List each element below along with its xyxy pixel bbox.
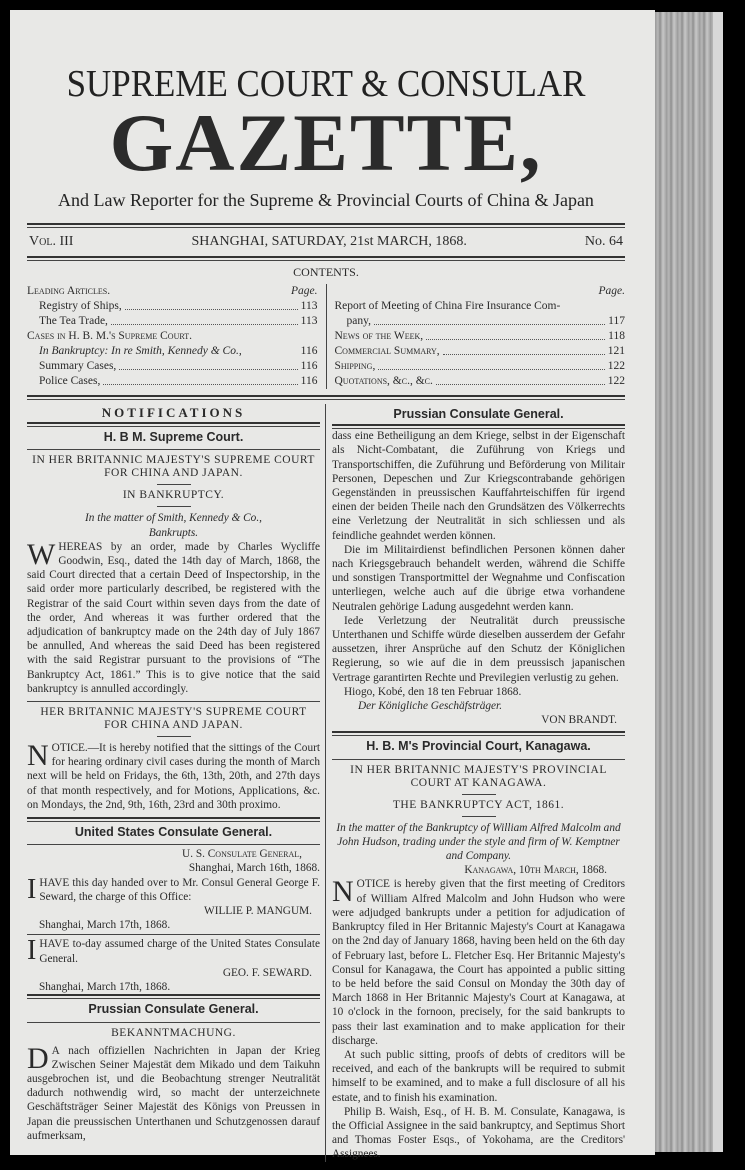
gazette-page [10,10,655,1161]
notice-text: HEREAS by an order, made by Charles Wycliffe Goodwin, Esq., dated the 14th day of March, 1868, the said Court directed that a certain Deed of Inspectorship, in the said order more particularly described, be registered with the Registrar of the said Court within seven days from the date of the order, And whereas it was further ordered that the adjudication of bankruptcy made on the 24th day of July 1867 be annulled, And whereas the said Deed has been registered with the said Registrar pursuant to the provisions of “The Bankruptcy Act, 1861.” This is to give notice that the said bankruptcy is annulled accordingly. [27,540,320,695]
masthead-gazette: GAZETTE, [109,97,543,188]
signature: WILLIE P. MANGUM. [204,905,312,918]
short-rule [462,794,496,795]
short-rule [462,816,496,817]
matter-text: In the matter of Smith, Kennedy & Co., [85,512,262,525]
matter-line [27,511,320,539]
right-column [326,404,625,1162]
drop-cap: I [27,935,37,967]
paragraph: Philip B. Waish, Esq., of H. B. M. Consulate, Kanagawa, is the Official Assignee in the said bankruptcy, and Septimus Short and Thomas Foster Esqs., of Yokohama, are the Creditors' Assignees. [332,1105,625,1161]
toc-item[interactable]: Quotations, &c., &c. 122 [334,375,625,387]
section-heading: Prussian Consulate General. [88,1002,259,1017]
issue-date: SHANGHAI, SATURDAY, 21st MARCH, 1868. [191,234,467,249]
notice-date: Shanghai, March 17th, 1868. [39,981,171,994]
rule [27,701,320,702]
notice-text: OTICE.—It is hereby notified that the sittings of the Court for hearing ordinary civil cases during the month of March next will be held on Fridays, the 6th, 13th, 20th, and 27th days of that month respectively, and for Motions, Applications, &c. on Mondays, the 2nd, 9th, 16th, 23rd and 30th proximo. [27,742,320,811]
section-heading: United States Consulate General. [74,825,273,840]
toc-page-header: Page. [598,285,625,297]
notice-body [332,877,625,1047]
volume: Vol. III [29,234,74,249]
paragraph: Iede Verletzung der Neutralität durch preussische Unterthanen und Schiffe würde dieselben ausserdem der Gefahr aussetzen, ihrer Ansprüche auf den Schutz der Königlichen Regierung, so wie auf die in dem preussisch japanischen Vertrage garantirten Rechte und Previlegien verlustig zu gehen. [332,614,625,684]
table-of-contents [27,284,625,389]
notice-date: Shanghai, March 17th, 1868. [39,919,171,932]
notice-text: HAVE to-day assumed charge of the United States Consulate General. [39,938,320,965]
toc-item[interactable]: Police Cases, 116 [39,375,318,387]
rule [27,395,625,400]
notice-body [27,741,320,812]
paragraph: At such public sitting, proofs of debts of creditors will be received, and each of the bankrupts will be required to submit himself to be examined, and to make a full disclosure of all his estate, and to finish his examination. [332,1048,625,1104]
toc-item[interactable]: Commercial Summary, 121 [334,345,625,357]
toc-left [27,284,327,389]
paragraph: Die im Militairdienst befindlichen Personen können daher nach Kriegsgebrauch behandelt werden, während die Schiffe und sonstigen Transportmittel der Wegnahme und Confiscation unterliegen, welche auch auf die übrige etwa vorhandene Neutralen gehörige Ladung ausgedehnt werden kann. [332,543,625,613]
subheading: IN BANKRUPTCY. [122,489,225,502]
toc-item[interactable]: Shipping, 122 [334,360,625,372]
toc-item[interactable]: Summary Cases, 116 [39,360,318,372]
notice-body [27,873,320,905]
rule [332,759,625,760]
section-heading: H. B M. Supreme Court. [103,430,244,445]
notice-text: OTICE is hereby given that the first meeting of Creditors of William Alfred Malcolm and John Hudson who were were adjudged bankrupts under a petition for adjudication of Bankruptcy filed in Her Britannic Majesty's Court at Kanagawa on the 2nd day of January 1868, having been held on the 6th day of February last, before L. Fletcher Esq. Her Britannic Majesty's Consul for Kanagawa, the Court has appointed a public sitting to be held before the said Consul on Monday the 30th day of March 1868 in Her Britannic Majesty's Court at Kanagawa, at 10 o'clock in the fornoon, precisely, for the said bankrupts to pass their last examination and to make application for their discharge. [332,878,625,1047]
place-date: Hiogo, Kobé, den 18 ten Februar 1868. [344,685,522,698]
rule [27,256,625,261]
left-column [27,404,326,1162]
drop-cap: W [27,537,56,571]
notice-body [27,937,320,965]
signature: GEO. F. SEWARD. [222,966,312,979]
court-title: IN HER BRITANNIC MAJESTY'S PROVINCIAL COURT AT KANAGAWA. [350,763,607,789]
matter-text: Bankrupts. [148,526,199,539]
paragraph: dass eine Betheiligung an dem Kriege, selbst in der Eigenschaft als Nicht-Combatant, die Zuführung von Kriegs und Transportschiffen, die Zuführung und Beförderung von Militair Personen, Depeschen und Zur Kriegscontrabande gehörigen Gegenständen in preussischen Kauffahrteischiffen für irgend einen der beiden Theile nach den Grundsätzen des Völkerrechts eine Verletzung der Neutralität in sich schliessen und als feindliche geahndet werden können. [332,430,625,542]
matter-line: In the matter of the Bankruptcy of William Alfred Malcolm and John Hudson, trading under the style and firm of W. Kemptner and Company. [336,821,621,863]
short-rule [157,484,191,485]
notice-body [27,537,320,696]
masthead-title: SUPREME COURT & CONSULAR [66,63,586,105]
subheading: THE BANKRUPTCY ACT, 1861. [392,798,565,811]
notice-text: HAVE this day handed over to Mr. Consul General George F. Seward, the charge of this Office: [39,876,320,903]
page-edges [655,12,723,1152]
court-title: IN HER BRITANNIC MAJESTY'S SUPREME COURT FOR CHINA AND JAPAN. [32,454,315,480]
dateline [27,228,625,256]
section-heading: Prussian Consulate General. [393,407,564,421]
toc-item[interactable]: The Tea Trade, 113 [39,315,318,327]
signature: VON BRANDT. [541,714,617,727]
short-rule [157,736,191,737]
rule [27,844,320,845]
subheading: BEKANNTMACHUNG. [111,1026,236,1039]
toc-item[interactable]: News of the Week, 118 [334,330,625,342]
rule [27,449,320,450]
toc-item[interactable]: Registry of Ships, 113 [39,300,318,312]
rule [27,934,320,935]
section-heading: H. B. M's Provincial Court, Kanagawa. [366,739,591,754]
drop-cap: N [332,875,354,909]
toc-item[interactable]: Report of Meeting of China Fire Insurance Com- [334,300,561,312]
toc-item[interactable]: pany, 117 [346,315,625,327]
toc-item[interactable]: In Bankruptcy: In re Smith, Kennedy & Co., 116 [39,345,318,357]
signatory-title: Der Königliche Geschäfsträger. [358,700,503,713]
notice-body [27,1041,320,1143]
toc-row: Cases in H. B. M.'s Supreme Court. [27,330,192,342]
issue-number: No. 64 [584,234,623,249]
address-line: Shanghai, March 16th, 1868. [188,862,320,875]
toc-right [327,284,626,389]
page-content [27,60,625,1162]
contents-title: CONTENTS. [293,265,359,279]
drop-cap: I [27,873,37,905]
court-title: HER BRITANNIC MAJESTY'S SUPREME COURT FOR CHINA AND JAPAN. [40,706,307,732]
notifications-heading: NOTIFICATIONS [101,405,246,420]
notice-text: A nach offiziellen Nachrichten in Japan der Krieg Zwischen Seiner Majestät dem Mikado und dem Taikuhn ausgebrochen ist, und die Beobachtung strenger Neutralität dadurch nothwendig wird, so macht der unterzeichnete Geschäftsträger Seiner Majestät des Königs von Preussen in Japan die preussischen Unterthanen und Schutzgenossen darauf aufmerksam, [27,1044,320,1142]
masthead-subtitle: And Law Reporter for the Supreme & Provincial Courts of China & Japan [58,190,594,210]
page-edge-lip [713,12,723,1152]
drop-cap: N [27,739,49,773]
body-columns [27,404,625,1162]
dateline: Kanagawa, 10th March, 1868. [464,864,607,877]
short-rule [157,506,191,507]
drop-cap: D [27,1041,49,1075]
toc-row: Leading Articles. Page. [27,285,318,297]
address-line: U. S. Consulate General, [182,848,302,861]
toc-page-header: Page. [290,285,318,297]
rule [27,1022,320,1023]
